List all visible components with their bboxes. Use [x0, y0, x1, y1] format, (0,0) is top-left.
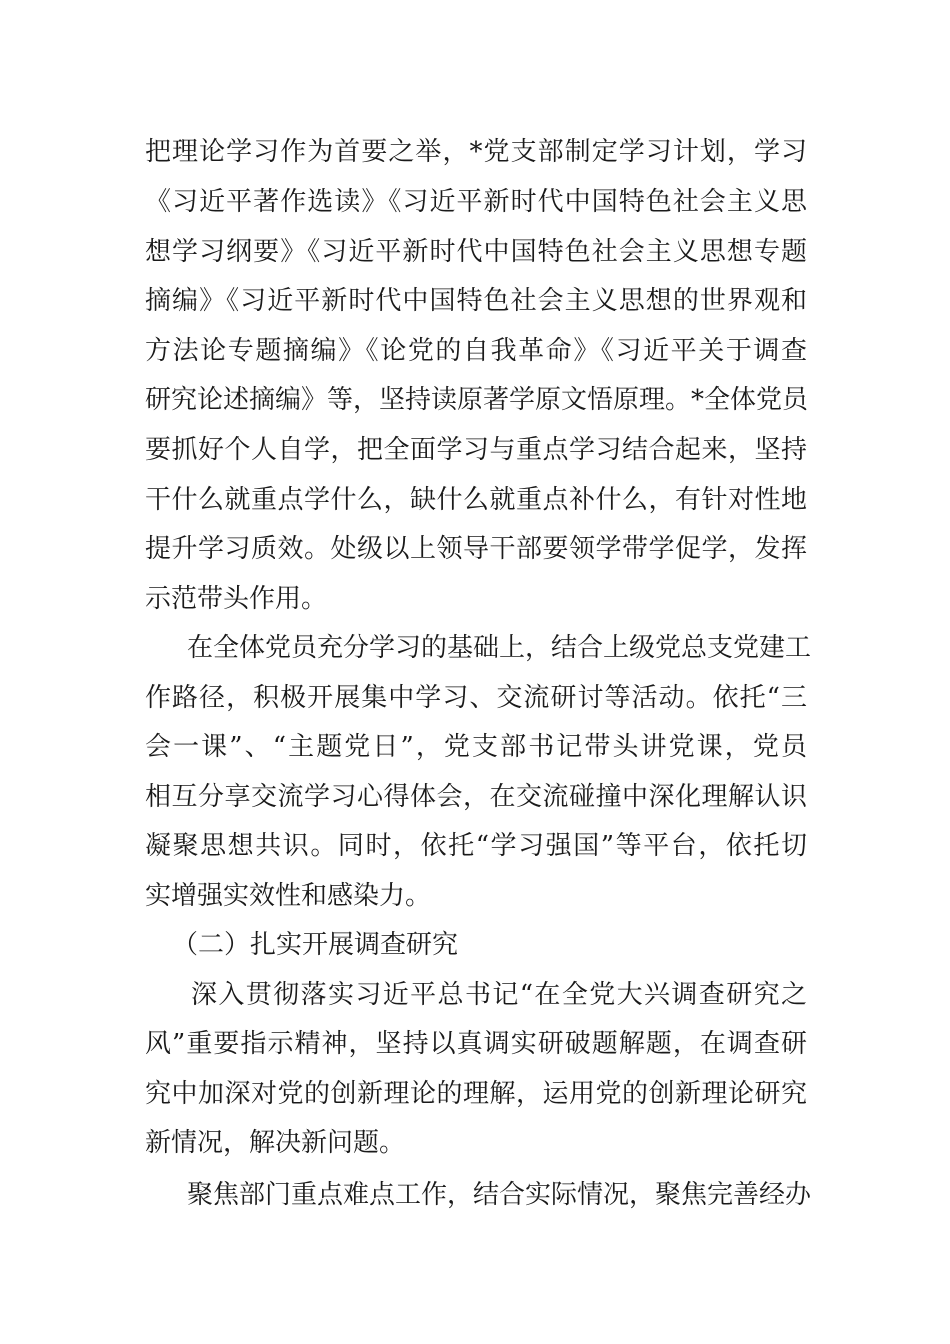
text-line: 要抓好个人自学，把全面学习与重点学习结合起来，坚持	[145, 435, 807, 465]
text-line: 示范带头作用。	[145, 584, 328, 614]
paragraph-first-line: 在全体党员充分学习的基础上，结合上级党总支党建工	[187, 633, 812, 663]
text-line: 方法论专题摘编》《论党的自我革命》《习近平关于调查	[145, 336, 807, 366]
text-line: 作路径，积极开展集中学习、交流研讨等活动。依托“三	[145, 683, 807, 713]
paragraph-first-line: 深入贯彻落实习近平总书记“在全党大兴调查研究之	[191, 980, 807, 1010]
section-heading: （二）扎实开展调查研究	[172, 930, 459, 960]
text-line: 实增强实效性和感染力。	[145, 881, 432, 911]
paragraph-first-line: 聚焦部门重点难点工作，结合实际情况，聚焦完善经办	[187, 1180, 812, 1210]
text-line: 新情况，解决新问题。	[145, 1128, 406, 1158]
text-line: 会一课”、“主题党日”，党支部书记带头讲党课，党员	[145, 732, 807, 762]
text-line: 研究论述摘编》等，坚持读原著学原文悟原理。*全体党员	[145, 385, 809, 415]
text-line: 究中加深对党的创新理论的理解，运用党的创新理论研究	[145, 1079, 807, 1109]
text-line: 《习近平著作选读》《习近平新时代中国特色社会主义思	[145, 187, 807, 217]
text-line: 干什么就重点学什么，缺什么就重点补什么，有针对性地	[145, 485, 807, 515]
text-line: 摘编》《习近平新时代中国特色社会主义思想的世界观和	[145, 286, 807, 316]
text-line: 风”重要指示精神，坚持以真调实研破题解题，在调查研	[145, 1029, 807, 1059]
text-line: 把理论学习作为首要之举，*党支部制定学习计划，学习	[145, 137, 807, 167]
text-line: 想学习纲要》《习近平新时代中国特色社会主义思想专题	[145, 237, 807, 267]
text-line: 凝聚思想共识。同时，依托“学习强国”等平台，依托切	[145, 831, 807, 861]
text-line: 提升学习质效。处级以上领导干部要领学带学促学，发挥	[145, 534, 807, 564]
text-line: 相互分享交流学习心得体会，在交流碰撞中深化理解认识	[145, 782, 807, 812]
